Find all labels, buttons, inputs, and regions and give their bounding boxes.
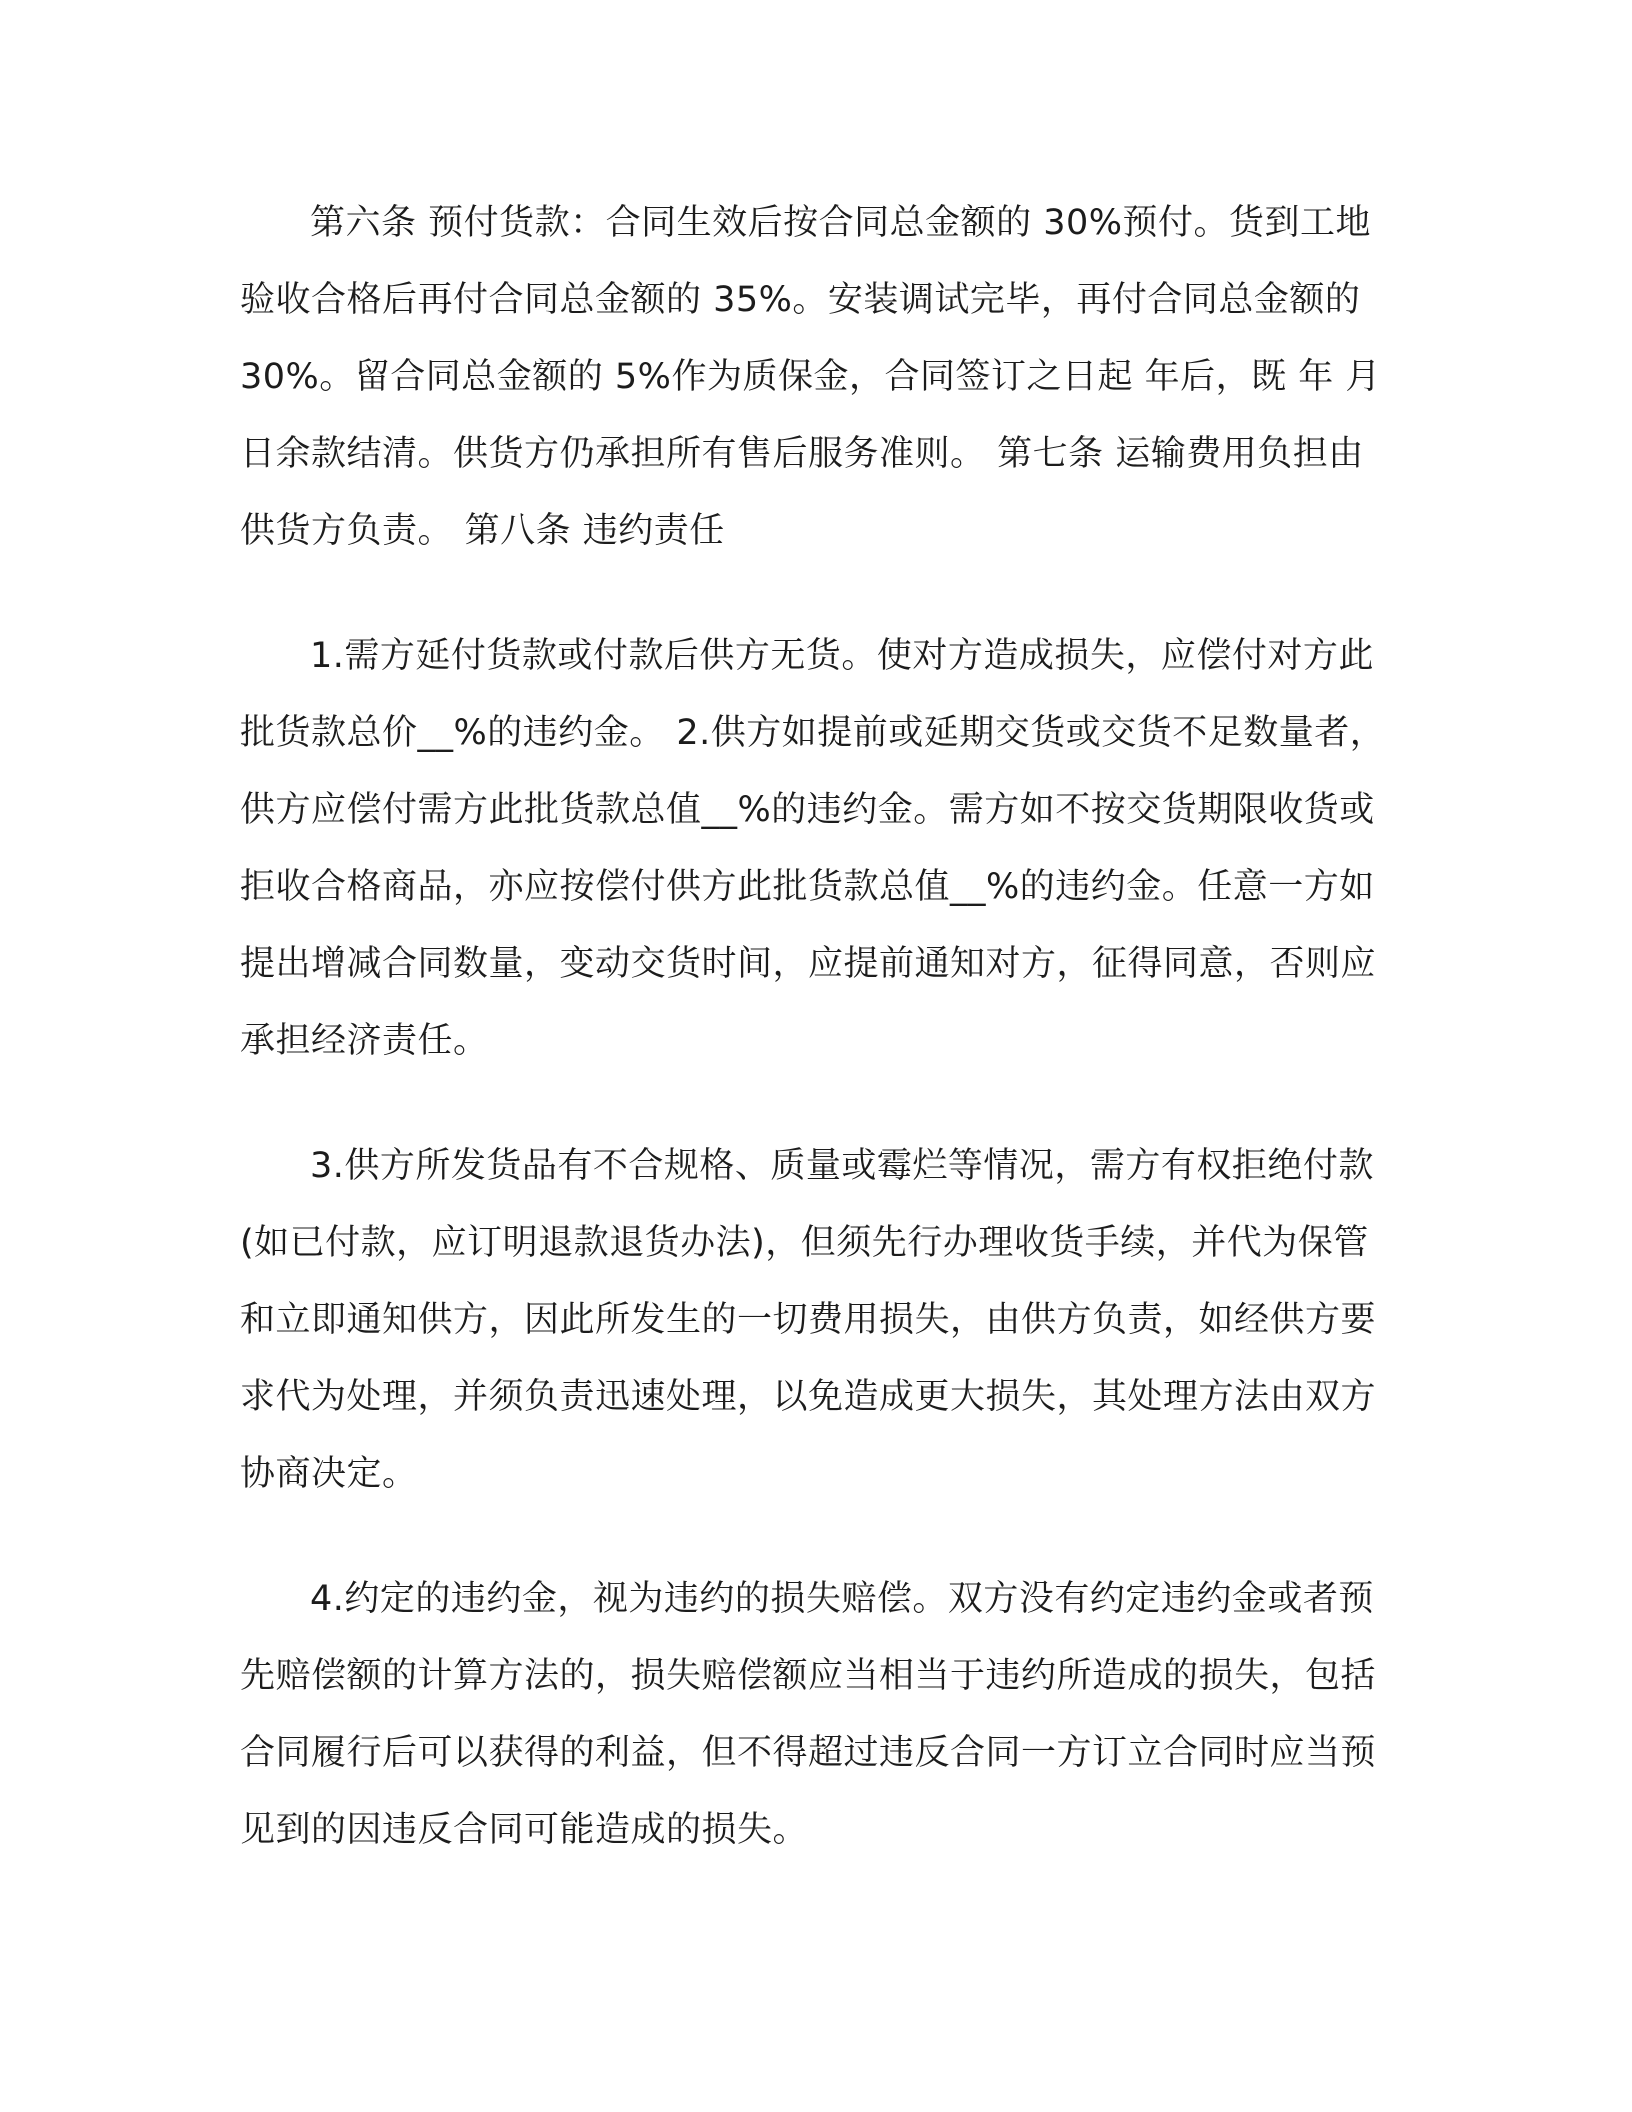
paragraph-clause-3: 3.供方所发货品有不合规格、质量或霉烂等情况，需方有权拒绝付款(如已付款，应订明退款退货办法)，但须先行办理收货手续，并代为保管和立即通知供方，因此所发生的一切费用损失，由供方负责，如经供方要求代为处理，并须负责迅速处理，以免造成更大损失，其处理方法由双方协商决定。: [240, 1146, 1377, 1494]
paragraph-clause-4: 4.约定的违约金，视为违约的损失赔偿。双方没有约定违约金或者预先赔偿额的计算方法的，损失赔偿额应当相当于违约所造成的损失，包括合同履行后可以获得的利益，但不得超过违反合同一方订立合同时应当预见到的因违反合同可能造成的损失。: [240, 1579, 1377, 1850]
paragraph-clause-1-2: 1.需方延付货款或付款后供方无货。使对方造成损失，应偿付对方此批货款总价__%的违约金。 2.供方如提前或延期交货或交货不足数量者，供方应偿付需方此批货款总值__%的违约金。需方如不按交货期限收货或拒收合格商品，亦应按偿付供方此批货款总值__%的违约金。任意一方如提出增减合同数量，变动交货时间，应提前通知对方，征得同意，否则应承担经济责任。: [240, 636, 1386, 1061]
document-body: [240, 185, 1390, 1917]
paragraph-article-6-8: 第六条 预付货款：合同生效后按合同总金额的 30%预付。货到工地验收合格后再付合同总金额的 35%。安装调试完毕，再付合同总金额的 30%。留合同总金额的 5%作为质保金，合同签订之日起 年后，既 年 月 日余款结清。供货方仍承担所有售后服务准则。 第七条 运输费用负担由供货方负责。 第八条 违约责任: [240, 203, 1381, 551]
